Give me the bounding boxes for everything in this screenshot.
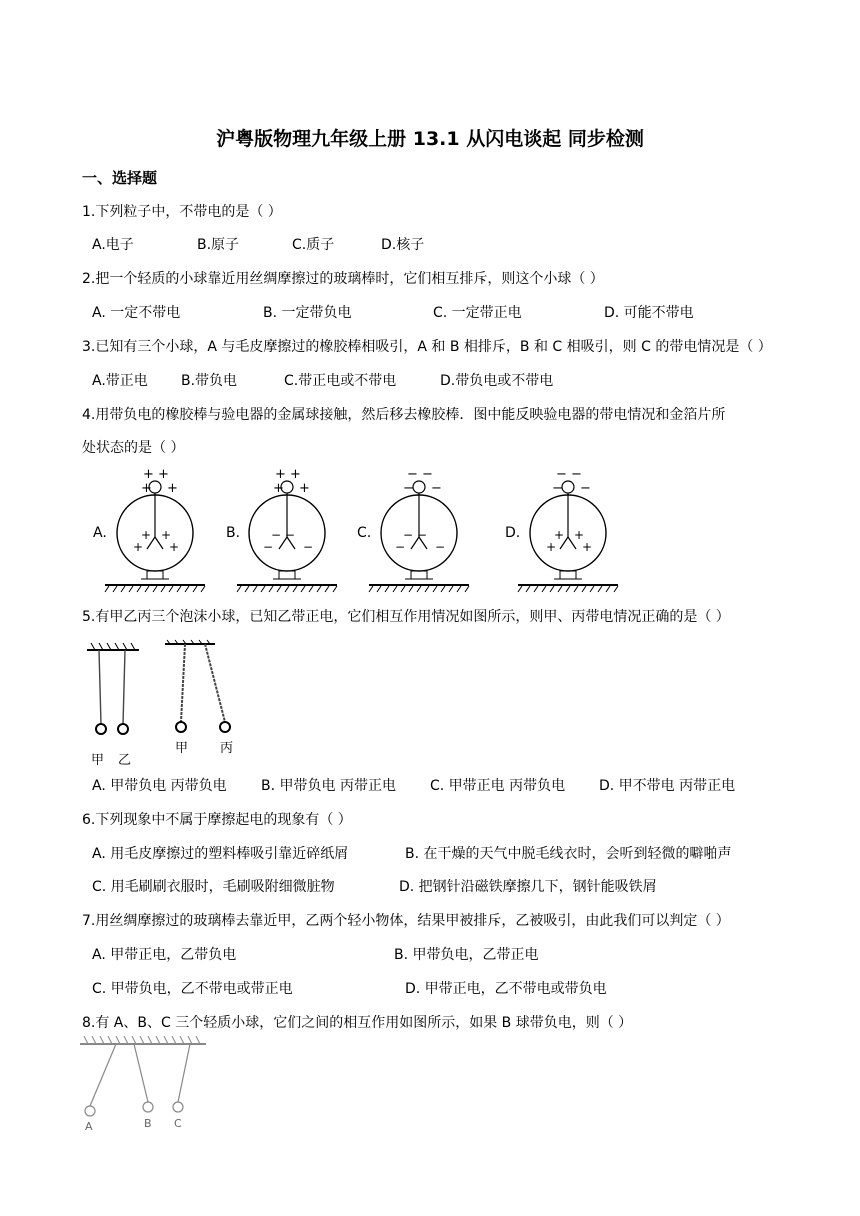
question-7-stem: 7.用丝绸摩擦过的玻璃棒去靠近甲，乙两个轻小物体，结果甲被排斥，乙被吸引，由此我们可以判定（ ） [82,913,730,929]
q5-option-d: D. 甲不带电 丙带正电 [599,778,736,794]
svg-text:−: − [395,540,406,554]
electroscope-label-d: D. [505,525,521,541]
q1-option-c: C.质子 [292,237,335,253]
svg-text:+: + [554,528,565,542]
svg-text:−: − [403,481,414,496]
ball-label-yi: 乙 [118,753,132,768]
svg-text:+: + [133,540,144,554]
svg-text:+: + [169,540,180,554]
svg-text:− −: − − [271,528,295,542]
q3-option-c: C.带正电或不带电 [284,373,397,389]
svg-text:− −: − − [407,467,433,482]
q2-option-b: B. 一定带负电 [263,305,352,321]
page-title: 沪粤版物理九年级上册 13.1 从闪电谈起 同步检测 [216,128,644,150]
svg-text:+: + [167,481,178,496]
question-4-stem-line2: 处状态的是（ ） [82,440,185,456]
ball-label-c: C [174,1117,182,1130]
svg-text:+: + [161,528,172,542]
svg-text:+: + [546,540,557,554]
question-3-stem: 3.已知有三个小球，A 与毛皮摩擦过的橡胶棒相吸引，A 和 B 相排斥，B 和 C 相吸引，则 C 的带电情况是（ ） [82,339,772,355]
svg-text:+: + [141,528,152,542]
svg-text:−: − [552,481,563,496]
svg-text:+: + [273,481,284,496]
svg-text:−: − [431,481,442,496]
question-2-stem: 2.把一个轻质的小球靠近用丝绸摩擦过的玻璃棒时，它们相互排斥，则这个小球（ ） [82,271,604,287]
ball-label-bing: 丙 [220,741,234,756]
q1-option-b: B.原子 [197,237,240,253]
svg-text:+: + [582,540,593,554]
q2-option-a: A. 一定不带电 [92,305,181,321]
pendulum-figure-q8 [78,1036,208,1136]
q7-option-a: A. 甲带正电，乙带负电 [92,947,237,963]
electroscope-label-a: A. [93,525,107,541]
svg-text:− −: − − [403,528,427,542]
svg-text:−: − [303,540,314,554]
q3-option-d: D.带负电或不带电 [440,373,554,389]
ball-label-jia-1: 甲 [91,753,105,768]
q7-option-b: B. 甲带负电，乙带正电 [394,947,539,963]
q3-option-b: B.带负电 [181,373,238,389]
q2-option-c: C. 一定带正电 [433,305,522,321]
electroscope-label-c: C. [357,525,372,541]
ball-label-b: B [144,1117,152,1130]
q6-option-d: D. 把钢针沿磁铁摩擦几下，钢针能吸铁屑 [399,879,657,895]
q7-option-c: C. 甲带负电，乙不带电或带正电 [92,981,293,997]
pendulum-figure-q5 [85,640,245,770]
electroscope-figure-c [369,465,469,600]
q5-option-a: A. 甲带负电 丙带负电 [92,778,227,794]
q6-option-b: B. 在干燥的天气中脱毛线衣时，会听到轻微的噼啪声 [405,846,732,862]
svg-text:+ +: + + [143,467,169,482]
q5-option-c: C. 甲带正电 丙带负电 [430,778,566,794]
q3-option-a: A.带正电 [92,373,148,389]
q6-option-c: C. 用毛刷刷衣服时，毛刷吸附细微脏物 [92,879,335,895]
svg-text:+: + [299,481,310,496]
question-4-stem-line1: 4.用带负电的橡胶棒与验电器的金属球接触，然后移去橡胶棒．图中能反映验电器的带电情况和金箔片所 [82,407,726,423]
q1-option-a: A.电子 [92,237,134,253]
svg-text:+: + [574,528,585,542]
q2-option-d: D. 可能不带电 [604,305,694,321]
electroscope-figure-a [105,465,205,600]
svg-text:−: − [263,540,274,554]
question-5-stem: 5.有甲乙丙三个泡沫小球，已知乙带正电，它们相互作用情况如图所示，则甲、丙带电情况正确的是（ ） [82,609,730,625]
q1-option-d: D.核子 [381,237,425,253]
svg-text:−: − [435,540,446,554]
section-heading: 一、选择题 [82,169,158,187]
ball-label-jia-2: 甲 [175,741,189,756]
q7-option-d: D. 甲带正电，乙不带电或带负电 [405,981,607,997]
svg-text:− −: − − [556,467,582,482]
electroscope-figure-b [237,465,337,600]
ball-label-a: A [85,1120,93,1133]
electroscope-figure-d [518,465,618,600]
electroscope-label-b: B. [226,525,241,541]
q6-option-a: A. 用毛皮摩擦过的塑料棒吸引靠近碎纸屑 [92,846,349,862]
svg-text:−: − [580,481,591,496]
svg-text:+: + [141,481,152,496]
question-8-stem: 8.有 A、B、C 三个轻质小球，它们之间的相互作用如图所示，如果 B 球带负电，则（ ） [82,1015,633,1031]
question-6-stem: 6.下列现象中不属于摩擦起电的现象有（ ） [82,812,352,828]
svg-text:+ +: + + [275,467,301,482]
q5-option-b: B. 甲带负电 丙带正电 [261,778,396,794]
question-1-stem: 1.下列粒子中，不带电的是（ ） [82,204,282,220]
